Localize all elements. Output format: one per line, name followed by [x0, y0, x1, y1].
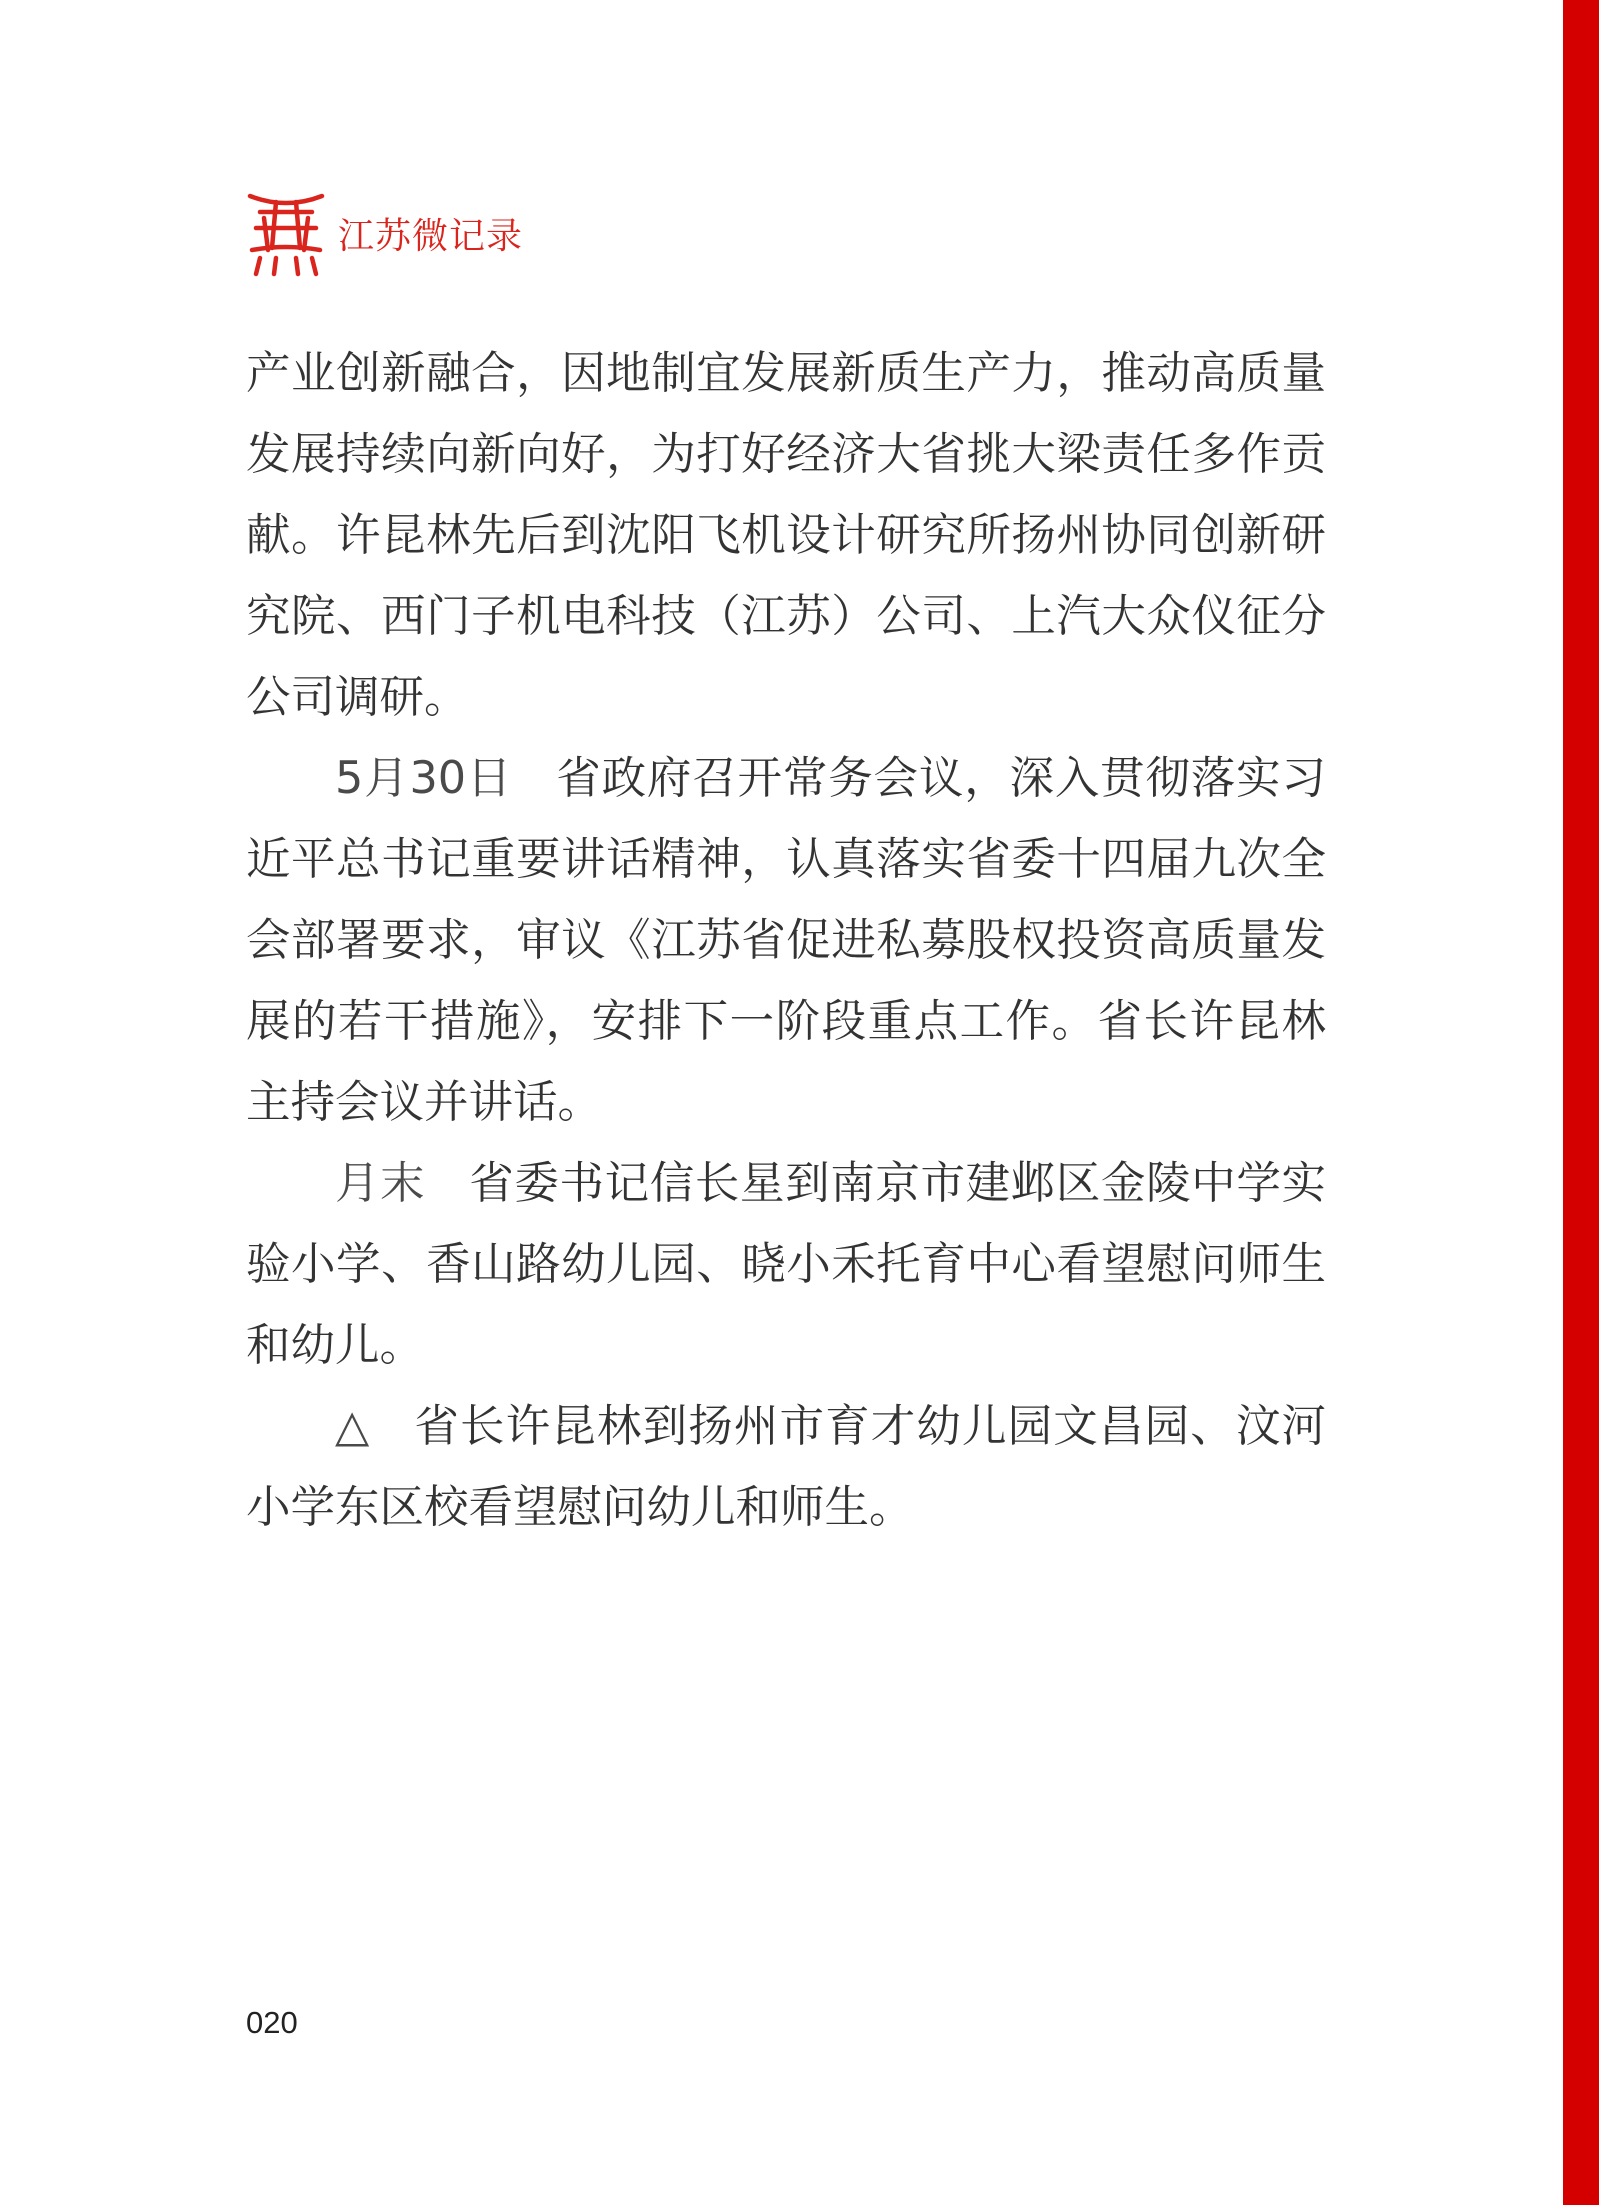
entry-paragraph	[246, 1386, 1326, 1548]
continuation-paragraph: 产业创新融合，因地制宜发展新质生产力，推动高质量发展持续向新向好，为打好经济大省挑大梁责任多作贡献。许昆林先后到沈阳飞机设计研究所扬州协同创新研究院、西门子机电科技（江苏）公司、上汽大众仪征分公司调研。	[246, 348, 1326, 723]
entry-text: 省长许昆林到扬州市育才幼儿园文昌园、汶河小学东区校看望慰问幼儿和师生。	[246, 1401, 1326, 1533]
entry-date: 5月30日	[335, 753, 513, 804]
document-body	[246, 333, 1326, 1548]
page-edge-bar	[1563, 0, 1599, 2205]
entry-paragraph	[246, 1143, 1326, 1386]
brand-title: 江苏微记录	[338, 215, 524, 257]
logo-icon	[246, 188, 326, 278]
entry-text: 省委书记信长星到南京市建邺区金陵中学实验小学、香山路幼儿园、晓小禾托育中心看望慰问师生和幼儿。	[246, 1158, 1326, 1371]
entry-paragraph	[246, 738, 1326, 1143]
page-number: 020	[246, 2005, 298, 2040]
header	[246, 183, 523, 283]
entry-date: 月末	[335, 1158, 426, 1209]
entry-text: 省政府召开常务会议，深入贯彻落实习近平总书记重要讲话精神，认真落实省委十四届九次全会部署要求，审议《江苏省促进私募股权投资高质量发展的若干措施》，安排下一阶段重点工作。省长许昆林主持会议并讲话。	[246, 753, 1326, 1128]
entry-date: △	[335, 1401, 371, 1452]
